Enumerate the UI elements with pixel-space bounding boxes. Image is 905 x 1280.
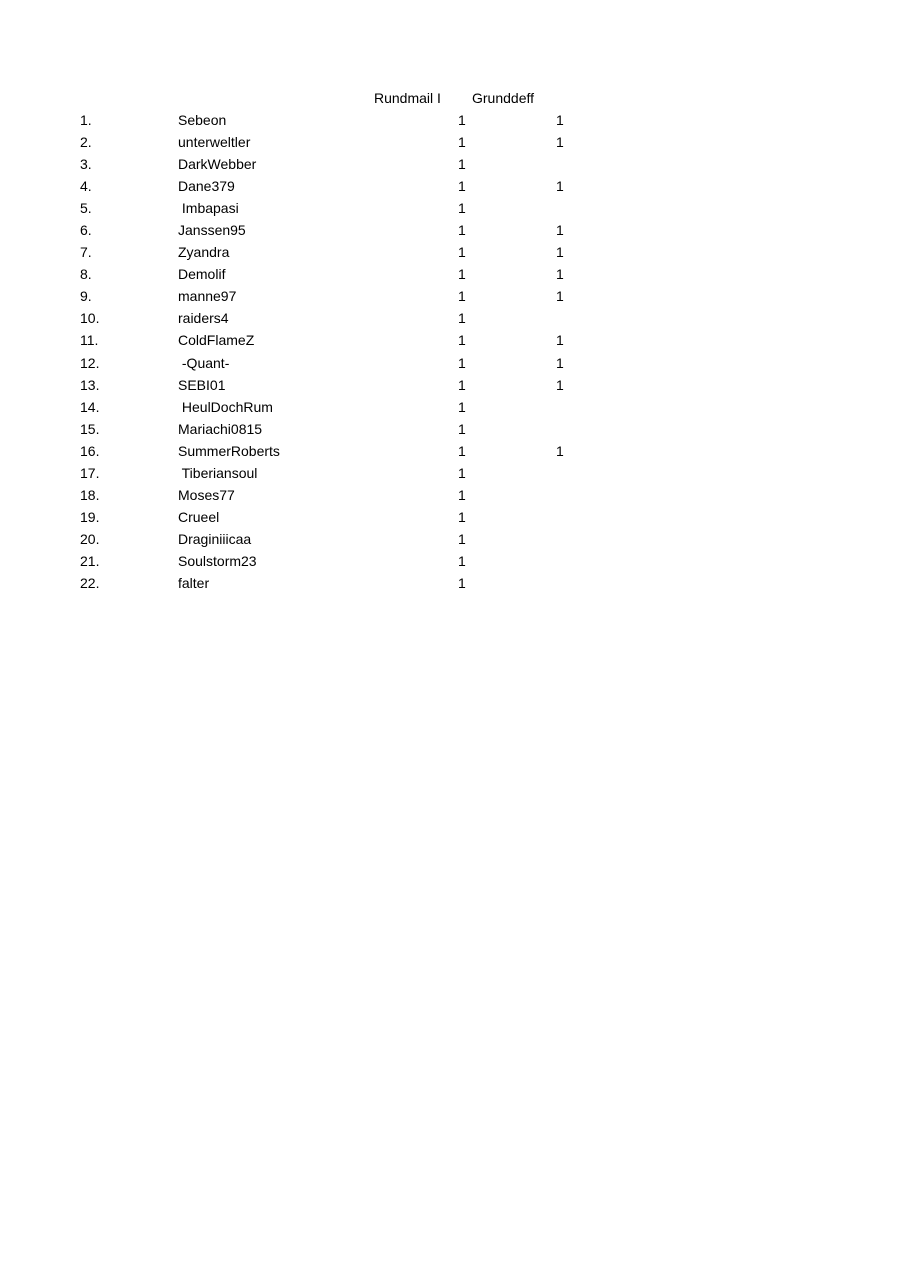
table-row bbox=[0, 397, 905, 419]
table-row bbox=[0, 176, 905, 198]
table-row bbox=[0, 551, 905, 573]
row-rundmail-value: 1 bbox=[458, 574, 466, 591]
row-number: 1. bbox=[80, 112, 92, 128]
table-row bbox=[0, 110, 905, 132]
table-row bbox=[0, 308, 905, 330]
row-name: Moses77 bbox=[178, 486, 235, 503]
row-name: SEBI01 bbox=[178, 376, 226, 393]
row-name: HeulDochRum bbox=[178, 398, 273, 415]
column-header-grunddeff: Grunddeff bbox=[472, 90, 535, 106]
row-name: Crueel bbox=[178, 508, 220, 525]
row-rundmail-value: 1 bbox=[458, 156, 466, 173]
row-number: 20. bbox=[80, 530, 100, 547]
row-number: 7. bbox=[80, 244, 92, 261]
row-name: raiders4 bbox=[178, 310, 229, 327]
row-name: Mariachi0815 bbox=[178, 420, 263, 437]
row-number: 14. bbox=[80, 398, 100, 415]
row-grunddeff-value: 1 bbox=[556, 222, 564, 239]
row-name: -Quant- bbox=[178, 354, 230, 371]
row-name: Tiberiansoul bbox=[178, 464, 258, 481]
row-number: 6. bbox=[80, 222, 92, 239]
row-rundmail-value: 1 bbox=[458, 222, 466, 239]
row-number: 5. bbox=[80, 200, 92, 217]
row-rundmail-value: 1 bbox=[458, 442, 466, 459]
row-grunddeff-value: 1 bbox=[556, 442, 564, 459]
table-row bbox=[0, 220, 905, 242]
row-grunddeff-value: 1 bbox=[556, 288, 564, 305]
row-name: Zyandra bbox=[178, 244, 230, 261]
table-row bbox=[0, 375, 905, 397]
table-body bbox=[0, 110, 905, 595]
row-rundmail-value: 1 bbox=[458, 486, 466, 503]
row-name: Janssen95 bbox=[178, 222, 246, 239]
row-number: 8. bbox=[80, 266, 92, 283]
row-name: manne97 bbox=[178, 288, 237, 305]
row-rundmail-value: 1 bbox=[458, 354, 466, 371]
row-name: Sebeon bbox=[178, 112, 227, 128]
row-number: 13. bbox=[80, 376, 100, 393]
row-number: 21. bbox=[80, 552, 100, 569]
table-row bbox=[0, 441, 905, 463]
row-rundmail-value: 1 bbox=[458, 112, 466, 128]
row-grunddeff-value: 1 bbox=[556, 332, 564, 349]
table-row bbox=[0, 264, 905, 286]
row-rundmail-value: 1 bbox=[458, 134, 466, 151]
row-grunddeff-value: 1 bbox=[556, 134, 564, 151]
table-row bbox=[0, 242, 905, 264]
row-grunddeff-value: 1 bbox=[556, 354, 564, 371]
row-number: 16. bbox=[80, 442, 100, 459]
table-row bbox=[0, 286, 905, 308]
table-row bbox=[0, 419, 905, 441]
column-header-rundmail: Rundmail I bbox=[374, 90, 441, 106]
header-row bbox=[0, 88, 905, 108]
row-rundmail-value: 1 bbox=[458, 178, 466, 195]
row-name: ColdFlameZ bbox=[178, 332, 255, 349]
table-row bbox=[0, 132, 905, 154]
row-number: 12. bbox=[80, 354, 100, 371]
row-number: 9. bbox=[80, 288, 92, 305]
row-rundmail-value: 1 bbox=[458, 310, 466, 327]
row-number: 11. bbox=[80, 332, 99, 349]
row-name: DarkWebber bbox=[178, 156, 257, 173]
row-rundmail-value: 1 bbox=[458, 332, 466, 349]
table-row bbox=[0, 485, 905, 507]
table-row bbox=[0, 529, 905, 551]
table-row bbox=[0, 198, 905, 220]
row-number: 2. bbox=[80, 134, 92, 151]
row-number: 10. bbox=[80, 310, 100, 327]
row-grunddeff-value: 1 bbox=[556, 112, 564, 128]
table-row bbox=[0, 330, 905, 352]
row-name: falter bbox=[178, 574, 210, 591]
row-number: 18. bbox=[80, 486, 100, 503]
row-name: Demolif bbox=[178, 266, 226, 283]
table-row bbox=[0, 353, 905, 375]
row-rundmail-value: 1 bbox=[458, 530, 466, 547]
row-rundmail-value: 1 bbox=[458, 464, 466, 481]
row-number: 22. bbox=[80, 574, 100, 591]
row-rundmail-value: 1 bbox=[458, 508, 466, 525]
row-rundmail-value: 1 bbox=[458, 398, 466, 415]
row-name: SummerRoberts bbox=[178, 442, 280, 459]
row-rundmail-value: 1 bbox=[458, 288, 466, 305]
row-rundmail-value: 1 bbox=[458, 244, 466, 261]
row-name: Dane379 bbox=[178, 178, 235, 195]
row-name: Draginiiicaa bbox=[178, 530, 252, 547]
row-rundmail-value: 1 bbox=[458, 200, 466, 217]
row-rundmail-value: 1 bbox=[458, 552, 466, 569]
row-number: 19. bbox=[80, 508, 100, 525]
row-name: Imbapasi bbox=[178, 200, 239, 217]
row-number: 17. bbox=[80, 464, 100, 481]
row-grunddeff-value: 1 bbox=[556, 178, 564, 195]
table-row bbox=[0, 154, 905, 176]
row-number: 4. bbox=[80, 178, 92, 195]
row-grunddeff-value: 1 bbox=[556, 376, 564, 393]
row-name: Soulstorm23 bbox=[178, 552, 257, 569]
row-grunddeff-value: 1 bbox=[556, 266, 564, 283]
row-rundmail-value: 1 bbox=[458, 420, 466, 437]
table-row bbox=[0, 507, 905, 529]
row-grunddeff-value: 1 bbox=[556, 244, 564, 261]
row-rundmail-value: 1 bbox=[458, 266, 466, 283]
table-row bbox=[0, 573, 905, 595]
row-number: 3. bbox=[80, 156, 92, 173]
row-number: 15. bbox=[80, 420, 100, 437]
row-rundmail-value: 1 bbox=[458, 376, 466, 393]
table-row bbox=[0, 463, 905, 485]
row-name: unterweltler bbox=[178, 134, 251, 151]
